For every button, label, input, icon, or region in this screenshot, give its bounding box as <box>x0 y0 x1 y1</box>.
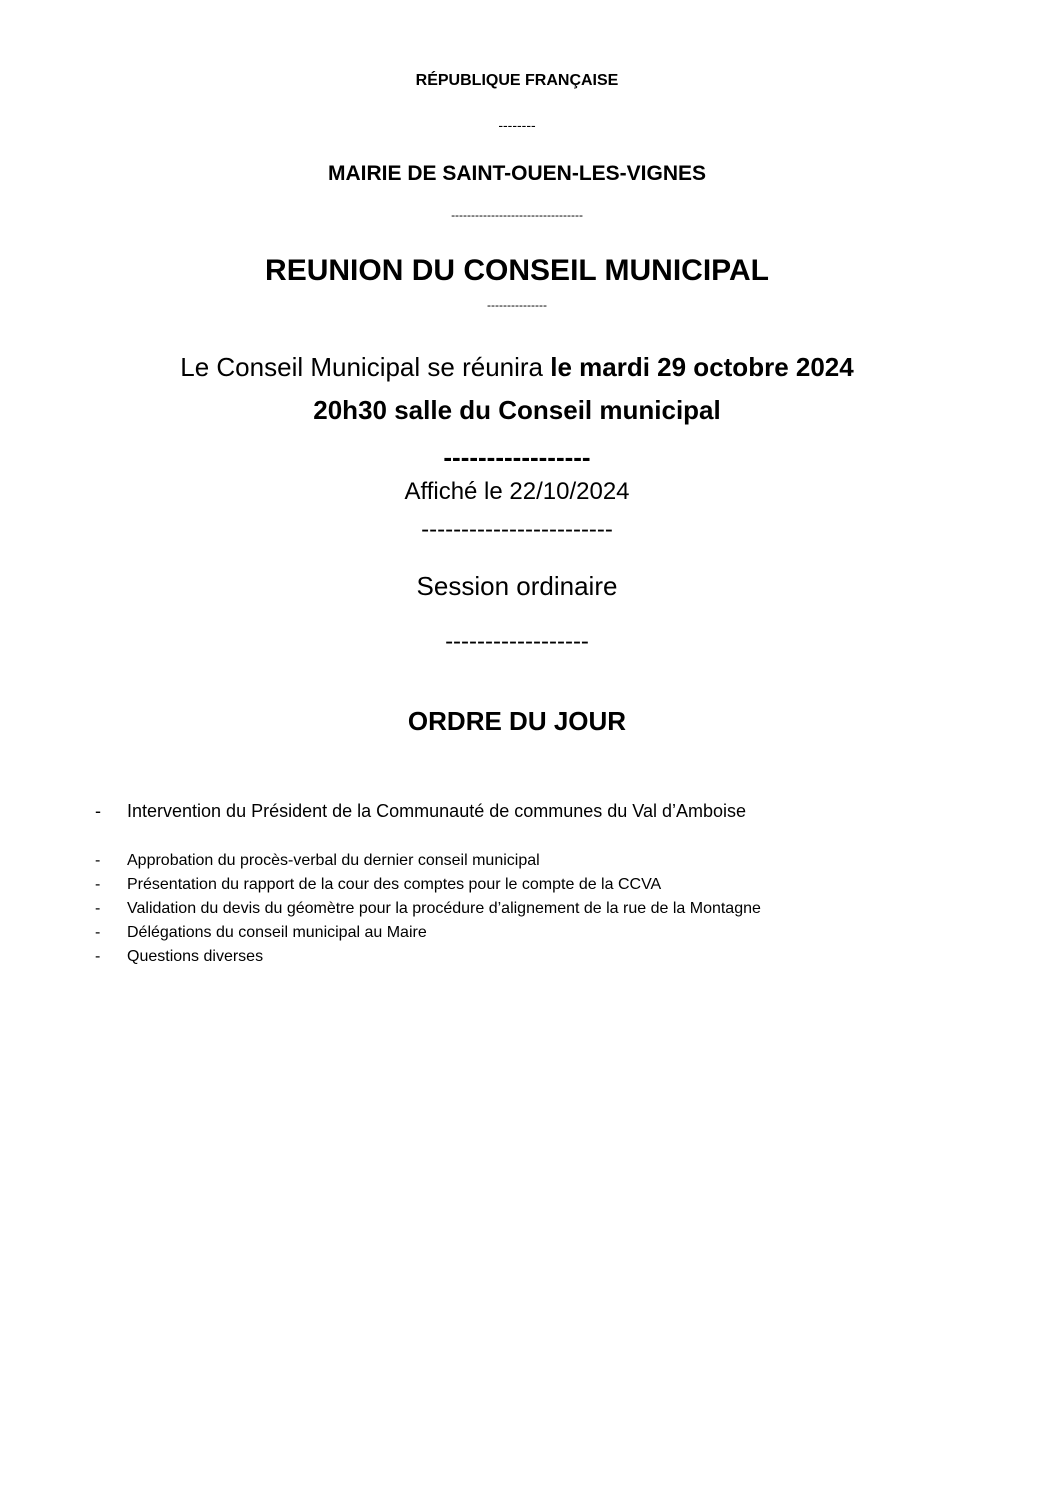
list-item <box>0 798 1058 824</box>
meeting-announcement <box>0 354 1034 380</box>
agenda-item-text: Intervention du Président de la Communauté de communes du Val d’Amboise <box>127 801 747 821</box>
separator: --------------------------------- <box>451 208 583 222</box>
meeting-date: le mardi 29 octobre 2024 <box>550 352 854 382</box>
agenda-item-text: Validation du devis du géomètre pour la procédure d’alignement de la rue de la Montagne <box>127 900 761 917</box>
list-bullet: - <box>95 876 101 893</box>
list-item <box>0 873 1058 897</box>
meeting-time-place: 20h30 salle du Conseil municipal <box>313 395 721 425</box>
list-item <box>0 921 1058 945</box>
separator: ------------------ <box>445 628 589 655</box>
posted-date: Affiché le 22/10/2024 <box>404 478 630 505</box>
separator: --------------- <box>487 298 547 312</box>
list-item <box>0 897 1058 921</box>
session-type: Session ordinaire <box>416 571 618 601</box>
list-bullet: - <box>95 801 101 821</box>
separator: ------------------------ <box>421 516 613 543</box>
separator: -------- <box>498 117 536 133</box>
mairie-heading: MAIRIE DE SAINT-OUEN-LES-VIGNES <box>327 162 707 185</box>
meeting-intro: Le Conseil Municipal se réunira <box>180 352 551 382</box>
agenda-list <box>0 798 1058 969</box>
list-bullet: - <box>95 852 101 869</box>
separator: ----------------- <box>443 442 591 472</box>
list-bullet: - <box>95 900 101 917</box>
list-item <box>0 849 1058 873</box>
agenda-item-text: Approbation du procès-verbal du dernier conseil municipal <box>127 852 540 869</box>
republic-heading: RÉPUBLIQUE FRANÇAISE <box>415 72 619 89</box>
list-bullet: - <box>95 948 101 965</box>
agenda-item-text: Délégations du conseil municipal au Maire <box>127 924 427 941</box>
list-item <box>0 945 1058 969</box>
list-bullet: - <box>95 924 101 941</box>
agenda-item-text: Questions diverses <box>127 948 264 965</box>
agenda-title: ORDRE DU JOUR <box>407 706 627 736</box>
page-title: REUNION DU CONSEIL MUNICIPAL <box>265 254 769 287</box>
agenda-item-text: Présentation du rapport de la cour des comptes pour le compte de la CCVA <box>127 876 662 893</box>
